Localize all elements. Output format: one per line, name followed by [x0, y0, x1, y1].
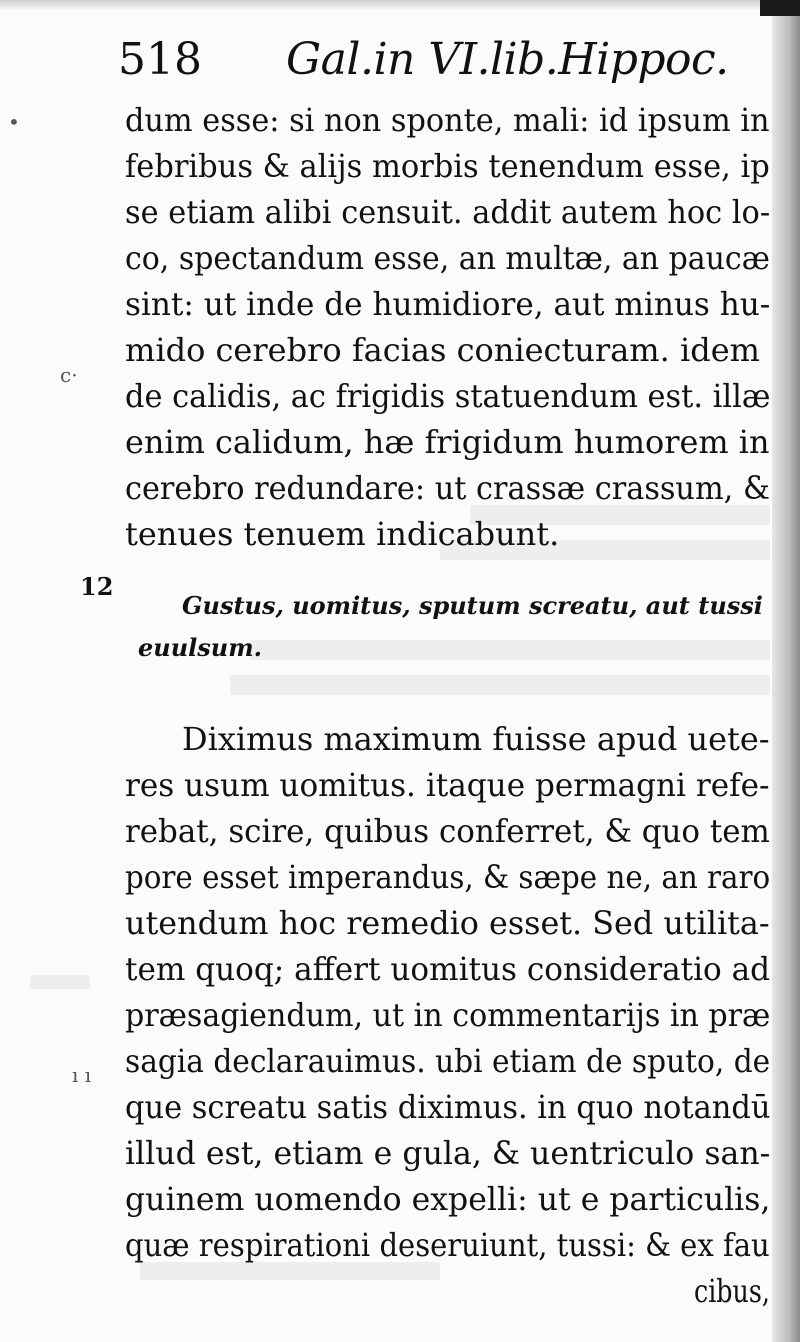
- text-line: Diximus maximum fuisse apud uete-: [182, 720, 770, 758]
- text-line: dum esse: si non sponte, mali: id ipsum in: [125, 101, 770, 139]
- text-line: mido cerebro facias coniecturam. idem: [125, 331, 760, 369]
- text-line: quæ respirationi deseruiunt, tussi: & ex fau: [125, 1226, 770, 1264]
- lemma-number: 12: [80, 572, 114, 601]
- lemma-line: euulsum.: [138, 633, 262, 662]
- running-title: Gal.in VI.lib.Hippoc.: [286, 34, 729, 85]
- show-through-mark: [230, 675, 770, 695]
- page-top-edge: [0, 0, 800, 10]
- text-line: de calidis, ac frigidis statuendum est. illæ: [125, 377, 771, 415]
- text-line: guinem uomendo expelli: ut e particulis,: [125, 1180, 771, 1218]
- text-line: se etiam alibi censuit. addit autem hoc lo-: [125, 193, 771, 231]
- text-line: co, spectandum esse, an multæ, an paucæ: [125, 239, 770, 277]
- text-line: cerebro redundare: ut crassæ crassum, &: [125, 469, 770, 507]
- margin-mark: •: [8, 110, 20, 134]
- page-header: [118, 32, 738, 96]
- text-line: tenues tenuem indicabunt.: [125, 515, 560, 553]
- catchword: cibus,: [694, 1272, 770, 1310]
- text-line: sagia declarauimus. ubi etiam de sputo, de: [125, 1042, 771, 1080]
- lemma-line: Gustus, uomitus, sputum screatu, aut tussi: [182, 591, 763, 620]
- show-through-mark: [250, 640, 770, 660]
- margin-mark: ı ı: [72, 1063, 92, 1087]
- text-line: enim calidum, hæ frigidum humorem in: [125, 423, 770, 461]
- page-corner-shadow: [760, 0, 800, 16]
- show-through-mark: [30, 975, 90, 989]
- text-line: tem quoq; affert uomitus consideratio ad: [125, 950, 771, 988]
- margin-mark: c·: [60, 363, 78, 387]
- text-line: res usum uomitus. itaque permagni refe-: [125, 766, 770, 804]
- page-number: 518: [118, 34, 202, 85]
- text-line: præsagiendum, ut in commentarijs in præ: [125, 996, 771, 1034]
- page-gutter-shadow: [772, 0, 800, 1342]
- text-line: rebat, scire, quibus conferret, & quo tem: [125, 812, 770, 850]
- text-line: illud est, etiam e gula, & uentriculo san-: [125, 1134, 771, 1172]
- text-line: pore esset imperandus, & sæpe ne, an raro: [125, 858, 771, 896]
- text-line: sint: ut inde de humidiore, aut minus hu-: [125, 285, 771, 323]
- text-line: que screatu satis diximus. in quo notandū: [125, 1088, 771, 1126]
- text-line: febribus & alijs morbis tenendum esse, ip: [125, 147, 770, 185]
- text-line: utendum hoc remedio esset. Sed utilita-: [125, 904, 770, 942]
